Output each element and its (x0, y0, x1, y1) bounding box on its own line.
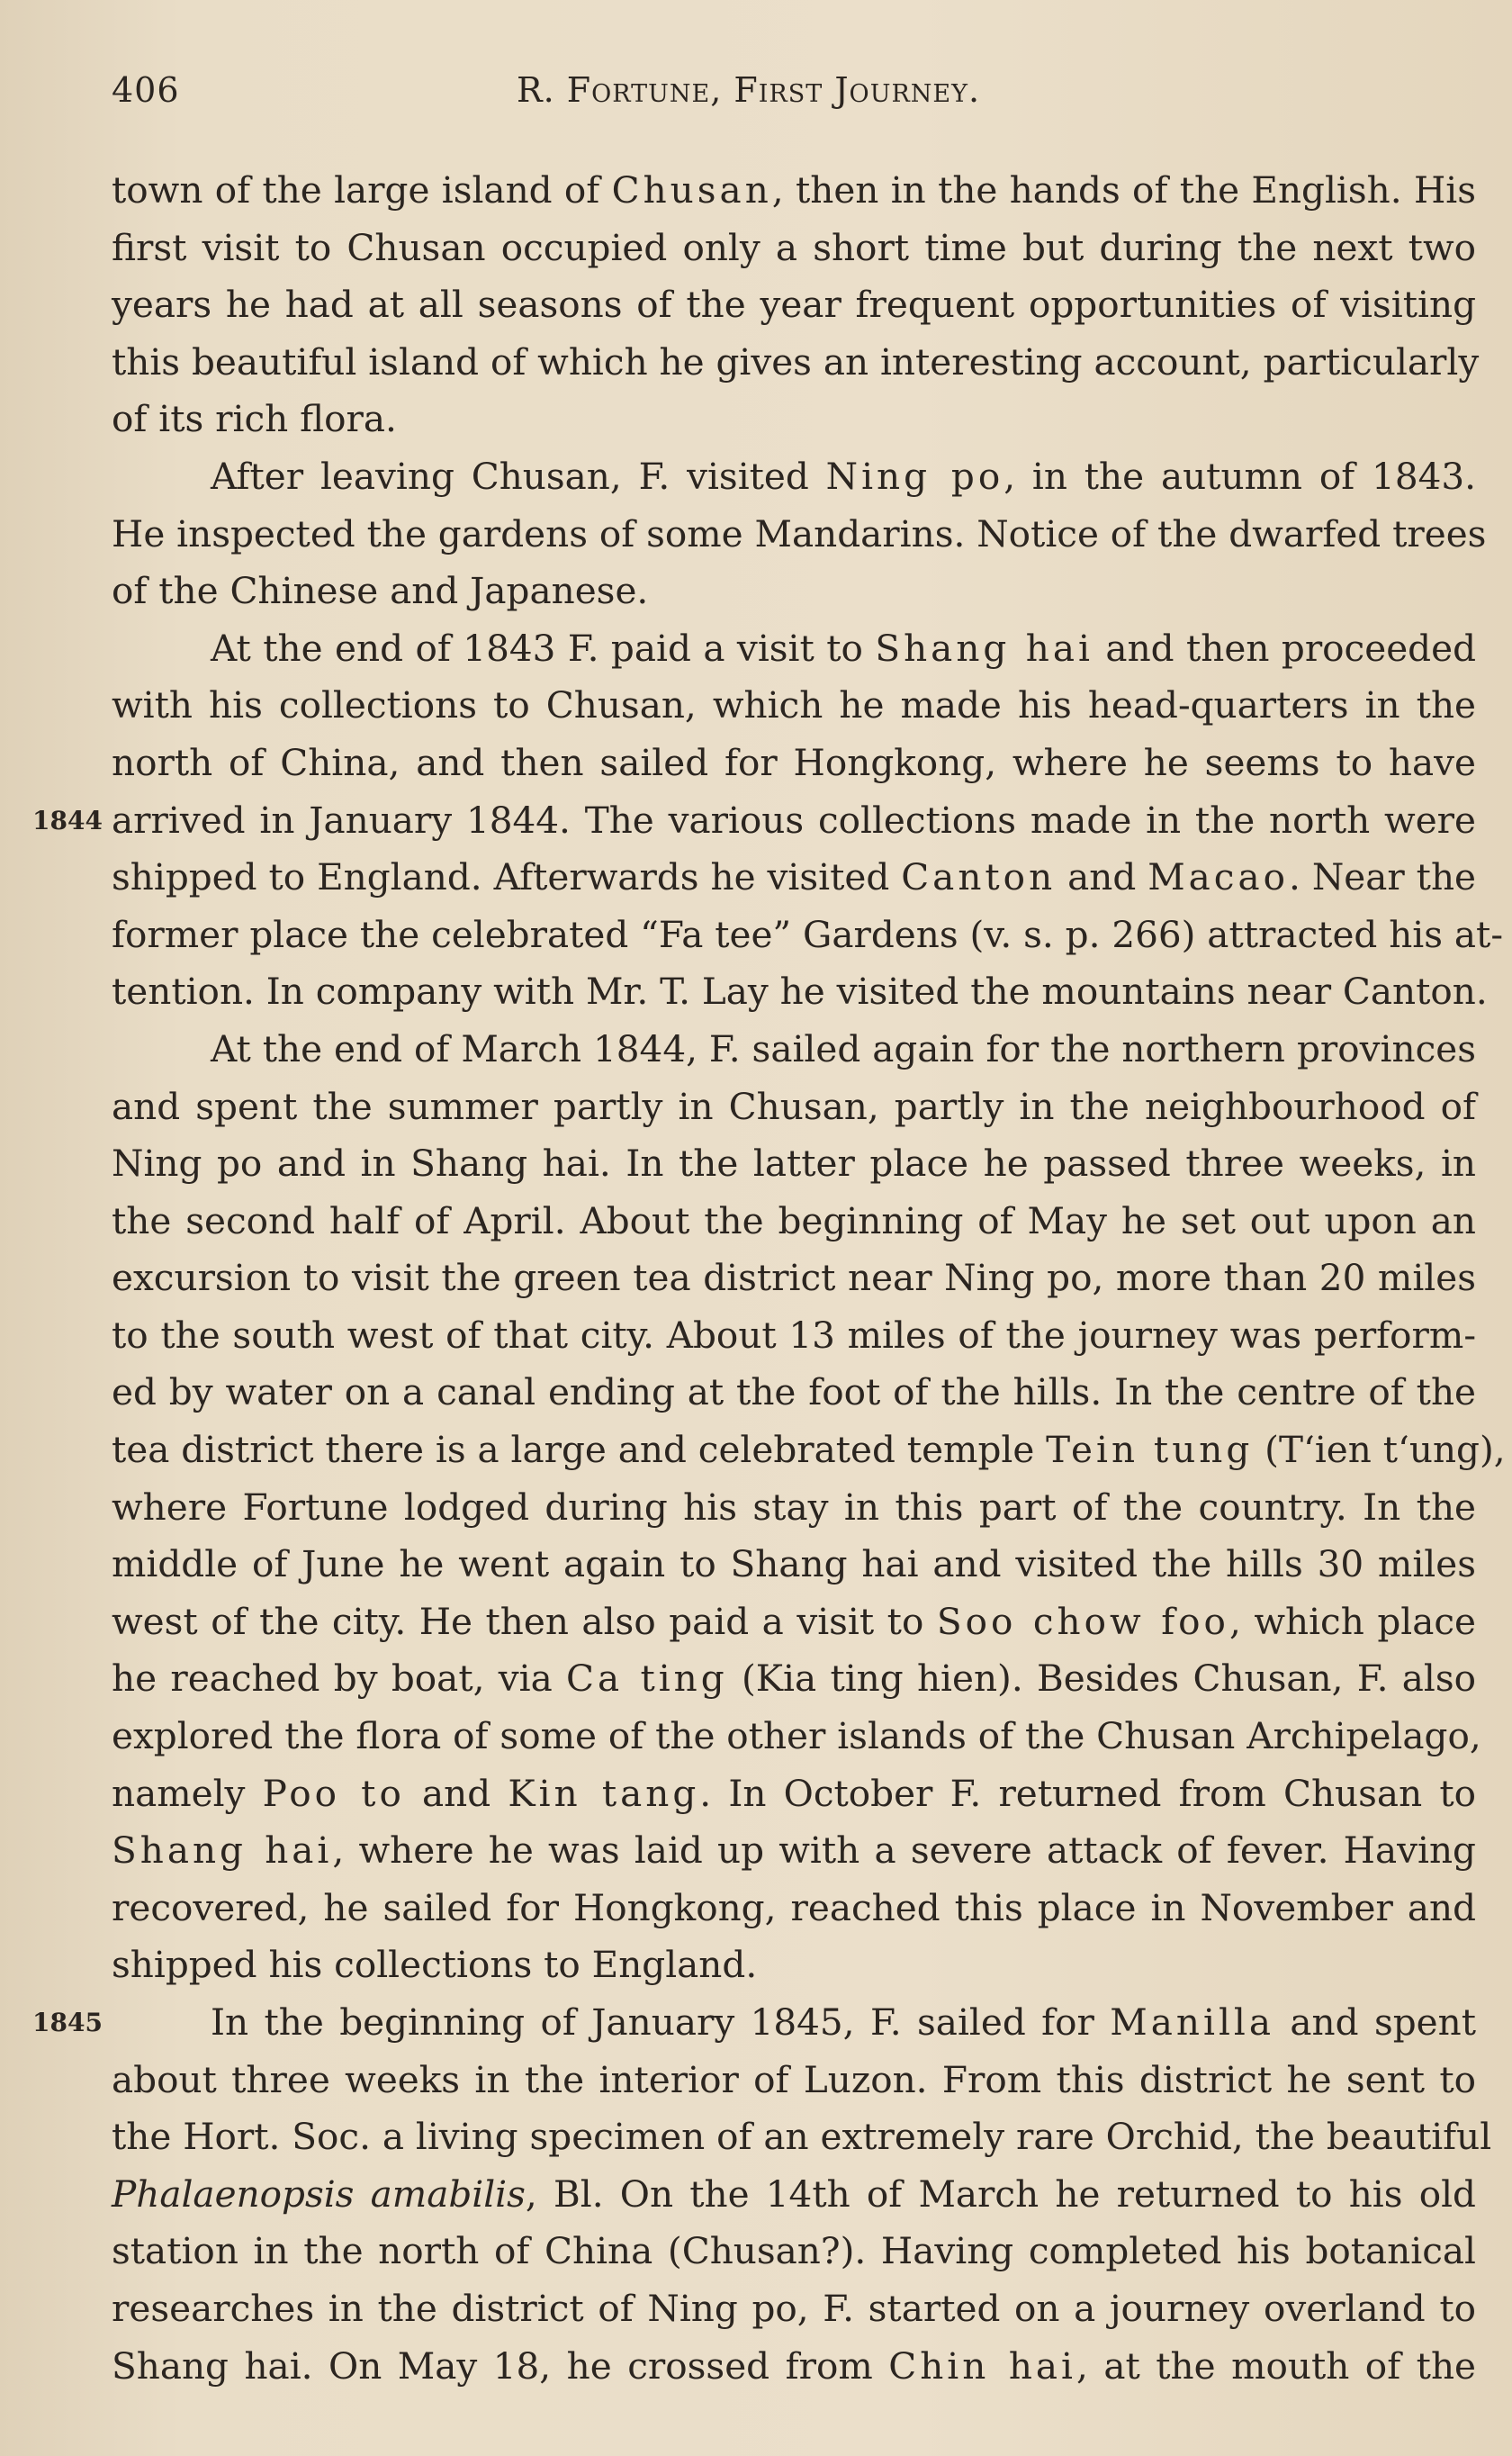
place-name: Kin tang (508, 1771, 700, 1815)
place-name: Shang hai (112, 1828, 333, 1873)
text-line (112, 1250, 1476, 1307)
text-line (112, 276, 1476, 334)
text-run: to the south west of that city. About 13 miles of the journey was perform- (112, 1313, 1476, 1357)
text-run: , in the autumn of 1843. (1004, 454, 1476, 498)
text-run: In the beginning of January 1845, F. sailed for (211, 2000, 1111, 2044)
text-run: shipped his collections to England. (112, 1943, 758, 1987)
text-run: (Kia ting hien). Besides Chusan, F. also (727, 1657, 1477, 1701)
text-run: and (1056, 855, 1148, 899)
text-run: , where he was laid up with a severe attack of fever. Having (332, 1828, 1476, 1873)
text-run: with his collections to Chusan, which he made his head-quarters in the (112, 683, 1476, 727)
text-run: former place the celebrated “Fa tee” Gardens (v. s. p. 266) attracted his at- (112, 912, 1504, 956)
text-run: about three weeks in the interior of Luzon. From this district he sent to (112, 2057, 1476, 2101)
text-run: of the Chinese and Japanese. (112, 569, 649, 613)
text-line (112, 2052, 1476, 2109)
text-line (112, 1536, 1476, 1594)
text-run: shipped to England. Afterwards he visited (112, 855, 902, 899)
species-name: Phalaenopsis amabilis (112, 2172, 526, 2216)
text-run: years he had at all seasons of the year frequent opportunities of visiting (112, 283, 1476, 327)
text-line (112, 1765, 1476, 1823)
text-line (112, 1880, 1476, 1937)
text-run: After leaving Chusan, F. visited (211, 454, 826, 498)
text-run: first visit to Chusan occupied only a short time but during the next two (112, 225, 1476, 269)
text-run: , at the mouth of the (1076, 2343, 1476, 2388)
text-run: explored the flora of some of the other islands of the Chusan Archipelago, (112, 1714, 1481, 1758)
text-line (112, 2223, 1476, 2280)
place-name: Canton (901, 855, 1057, 899)
place-name: Ning po (825, 454, 1004, 498)
text-run: namely (112, 1771, 263, 1815)
text-run: this beautiful island of which he gives an interesting account, particularly (112, 339, 1480, 384)
text-run: recovered, he sailed for Hongkong, reached this place in November and (112, 1885, 1476, 1929)
text-line (112, 677, 1476, 735)
text-run: of its rich flora. (112, 397, 397, 441)
text-run: and spent (1274, 2000, 1476, 2044)
text-run: He inspected the gardens of some Mandarins. Notice of the dwarfed trees (112, 511, 1487, 555)
text-run: excursion to visit the green tea district near Ning po, more than 20 miles (112, 1256, 1476, 1300)
place-name: Poo to (262, 1771, 405, 1815)
text-line (112, 1135, 1476, 1193)
text-run: the second half of April. About the beginning of May he set out upon an (112, 1198, 1476, 1242)
text-run: station in the north of China (Chusan?). Having completed his botanical (112, 2229, 1476, 2273)
text-line (112, 563, 1476, 620)
text-line (112, 849, 1476, 907)
place-name: Chin hai (888, 2343, 1076, 2388)
body-text (32, 162, 1506, 2395)
text-line (112, 1822, 1476, 1880)
text-run: At the end of 1843 F. paid a visit to (211, 626, 876, 670)
text-run: Shang hai. On May 18, he crossed from (112, 2343, 889, 2388)
page-header (112, 70, 1476, 124)
text-run: west of the city. He then also paid a visit to (112, 1599, 937, 1643)
text-run: , which place (1228, 1599, 1476, 1643)
text-line (32, 1994, 1476, 2052)
text-line (112, 220, 1476, 277)
text-run: and (404, 1771, 508, 1815)
text-line (112, 2108, 1492, 2166)
text-run: and spent the summer partly in Chusan, partly in the neighbourhood of (112, 1084, 1476, 1128)
text-run: tention. In company with Mr. T. Lay he visited the mountains near Canton. (112, 970, 1488, 1014)
text-line (112, 620, 1476, 678)
place-name: Macao (1148, 855, 1290, 899)
text-line (112, 1479, 1476, 1537)
text-run: At the end of March 1844, F. sailed again for the northern provinces (211, 1026, 1476, 1070)
text-run: where Fortune lodged during his stay in this part of the country. In the (112, 1485, 1476, 1529)
text-run: north of China, and then sailed for Hongkong, where he seems to have (112, 740, 1476, 784)
margin-year-note: 1844 (32, 805, 103, 835)
text-line (112, 448, 1476, 506)
place-name: Ca ting (566, 1657, 728, 1701)
margin-year-note: 1845 (32, 2008, 103, 2037)
text-line (32, 792, 1476, 850)
text-run: arrived in January 1844. The various collections made in the north were (112, 798, 1476, 842)
text-run: middle of June he went again to Shang hai and visited the hills 30 miles (112, 1542, 1476, 1586)
text-run: (T‘ien t‘ung), (1253, 1428, 1506, 1472)
text-run: Ning po and in Shang hai. In the latter place he passed three weeks, in (112, 1142, 1476, 1186)
text-line (112, 2338, 1476, 2396)
text-line (112, 1021, 1476, 1079)
text-line (112, 963, 1488, 1021)
place-name: Soo chow foo (936, 1599, 1229, 1643)
text-run: . Near the (1289, 855, 1476, 899)
text-line (112, 1307, 1476, 1365)
page-number: 406 (112, 70, 180, 110)
text-line (112, 1422, 1506, 1479)
text-run: ed by water on a canal ending at the foot of the hills. In the centre of the (112, 1370, 1476, 1414)
text-line (112, 391, 1476, 448)
place-name: Tein tung (1046, 1428, 1254, 1472)
text-run: , Bl. On the 14th of March he returned to his old (525, 2172, 1476, 2216)
text-line (112, 735, 1476, 792)
text-run: and then proceeded (1093, 626, 1476, 670)
text-run: he reached by boat, via (112, 1657, 567, 1701)
text-line (112, 1364, 1476, 1422)
place-name: Shang hai (875, 626, 1094, 670)
running-title: R. Fortune, First Journey. (517, 70, 981, 110)
text-line (112, 1937, 1476, 1994)
text-run: the Hort. Soc. a living specimen of an extremely rare Orchid, the beautiful (112, 2115, 1492, 2159)
text-run: researches in the district of Ning po, F. started on a journey overland to (112, 2286, 1476, 2330)
text-line (112, 2166, 1476, 2224)
text-line (112, 2280, 1476, 2338)
text-line (112, 334, 1480, 392)
text-run: . In October F. returned from Chusan to (699, 1771, 1476, 1815)
text-line (112, 162, 1476, 220)
text-run: town of the large island of (112, 168, 612, 212)
text-run: , then in the hands of the English. His (771, 168, 1476, 212)
text-line (112, 1650, 1476, 1708)
text-line (112, 506, 1487, 564)
text-run: tea district there is a large and celebrated temple (112, 1428, 1047, 1472)
text-line (112, 1594, 1476, 1651)
place-name: Chusan (611, 168, 772, 212)
text-line (112, 1708, 1481, 1765)
text-line (112, 907, 1504, 964)
text-line (112, 1079, 1476, 1136)
place-name: Manilla (1110, 2000, 1274, 2044)
text-line (112, 1193, 1476, 1251)
